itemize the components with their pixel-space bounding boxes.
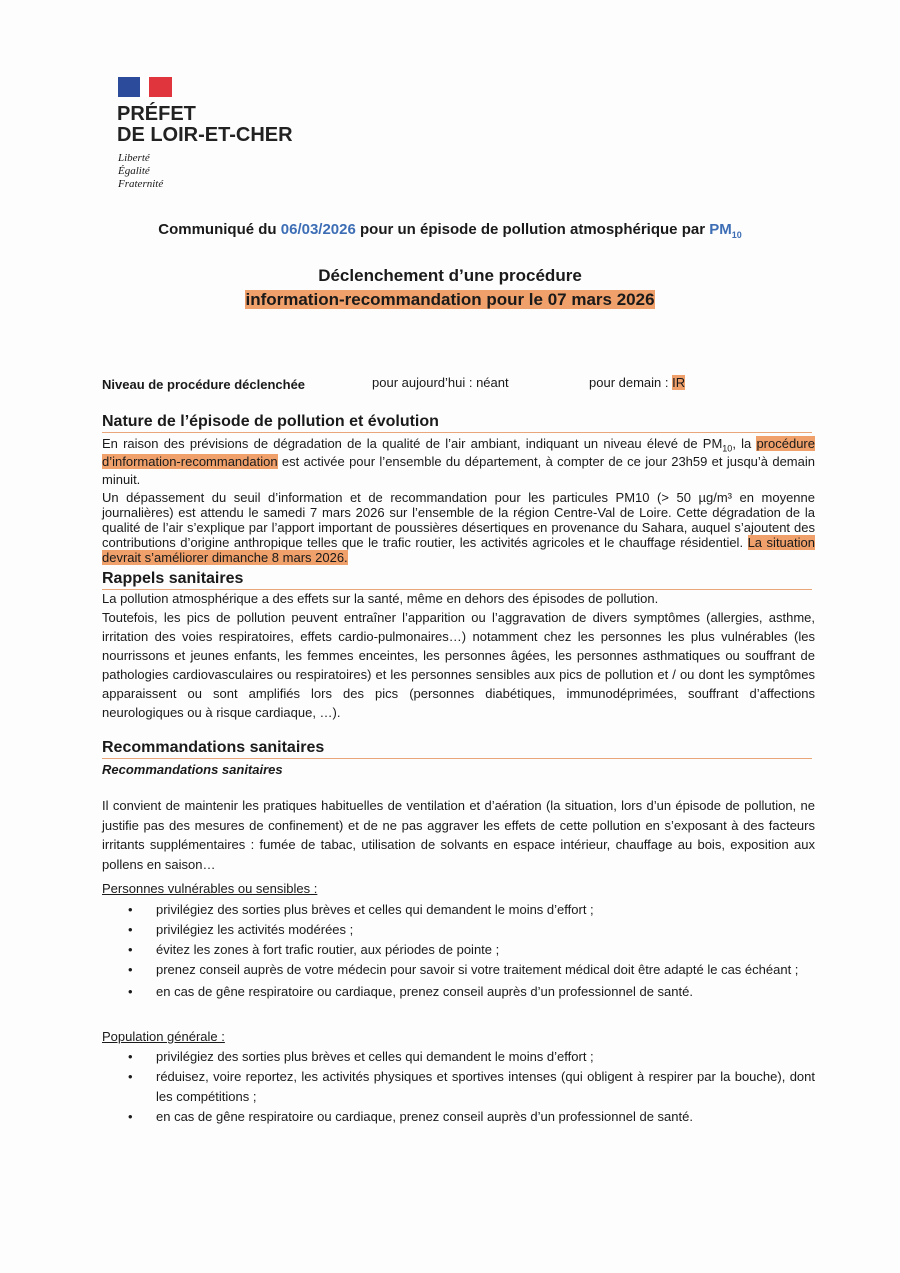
french-flag-logo (118, 77, 172, 97)
recos-paragraph: Il convient de maintenir les pratiques habituelles de ventilation et d’aération (la situation, lors d’un épisode de pollution, ne justifie pas des mesures de confinement) et de ne pas aggraver les effets de cette pollution en s’exposant à des facteurs irritants supplémentaires : fumée de tabac, utilisation de solvants en espace intérieur, chauffage au bois, exposition aux pollens en saison… (102, 798, 815, 872)
communique-prefix: Communiqué du (158, 221, 277, 238)
nature-paragraph-2 (102, 490, 815, 565)
list-item: • privilégiez les activités modérées ; (102, 920, 815, 940)
level-label: Niveau de procédure déclenchée (102, 377, 306, 392)
pollutant (709, 221, 742, 238)
devise-1: Liberté (118, 152, 150, 164)
list-item: • privilégiez des sorties plus brèves et celles qui demandent le moins d’effort ; (102, 900, 815, 920)
text: En raison des prévisions de dégradation de la qualité de l’air ambiant, indiquant un niveau élevé de PM (102, 436, 723, 451)
list-item: • évitez les zones à fort trafic routier, aux périodes de pointe ; (102, 940, 815, 960)
nature-section-body (102, 435, 815, 565)
general-list (102, 1047, 815, 1127)
title-line2-wrap (0, 290, 900, 310)
title-line2: information-recommandation pour le 07 mars 2026 (245, 290, 655, 309)
prefecture-name (117, 104, 293, 146)
highlight: La situation devrait s’améliorer dimanche 8 mars 2026. (102, 535, 815, 565)
nature-paragraph-1 (102, 435, 815, 489)
recos-heading: Recommandations sanitaires (102, 739, 812, 759)
org-line1: PRÉFET (117, 103, 196, 125)
communique-date: 06/03/2026 (280, 221, 356, 238)
communique-middle: pour un épisode de pollution atmosphérique par (360, 221, 706, 238)
highlight: procédure d’information-recommandation (102, 436, 815, 469)
vulnerable-list (102, 900, 815, 1002)
text: Un dépassement du seuil d’information et de recommandation pour les particules PM10 (> 50 µg/m³ en moyenne journalières) est attendu le samedi 7 mars 2026 sur l’ensemble de la région Centre-Val de Loire. Cette dégradation de la qualité de l’air s’explique par l’apport important de poussières désertiques en provenance du Sahara, auquel s’ajoutent des contributions d’origine anthropique telles que le trafic routier, les activités agricoles et le chauffage résidentiel. (102, 490, 815, 550)
recos-subheading: Recommandations sanitaires (102, 762, 283, 777)
list-item: • réduisez, voire reportez, les activités physiques et sportives intenses (qui obligent à respirer par la bouche), dont les compétitions ; (102, 1067, 815, 1107)
devise-2: Égalité (118, 165, 150, 177)
org-line2: DE LOIR-ET-CHER (117, 124, 293, 146)
list-item: • privilégiez des sorties plus brèves et celles qui demandent le moins d’effort ; (102, 1047, 815, 1067)
devise (118, 152, 163, 191)
list-item: • en cas de gêne respiratoire ou cardiaque, prenez conseil auprès d’un professionnel de santé. (102, 1107, 815, 1127)
rappels-paragraph-2: Toutefois, les pics de pollution peuvent entraîner l’apparition ou l’aggravation de divers symptômes (allergies, asthme, irritation des voies respiratoires, effets cardio-pulmonaires…) notamment chez les personnes les plus vulnérables (les nourrissons et jeunes enfants, les femmes enceintes, les personnes âgées, les personnes asthmatiques ou souffrant de pathologies cardiovasculaires ou respiratoires) et les personnes sensibles aux pics de pollution et / ou dont les symptômes apparaissent ou sont amplifiés lors des pics (personnes diabétiques, immunodéprimées, souffrant d’affections neurologiques ou à risque cardiaque, …). (102, 610, 815, 720)
list-item: • en cas de gêne respiratoire ou cardiaque, prenez conseil auprès d’un professionnel de santé. (102, 982, 815, 1002)
general-label: Population générale : (102, 1029, 225, 1044)
vulnerable-label: Personnes vulnérables ou sensibles : (102, 881, 318, 896)
list-item: • prenez conseil auprès de votre médecin pour savoir si votre traitement médical doit être adapté le cas échéant ; (102, 960, 815, 980)
tomorrow-label: pour demain : (589, 375, 669, 390)
text-sub: 10 (722, 443, 733, 454)
title-line1: Déclenchement d’une procédure (318, 266, 582, 285)
rappels-section-body (102, 590, 815, 722)
communique-line (0, 221, 900, 238)
rappels-paragraph-1: La pollution atmosphérique a des effets sur la santé, même en dehors des épisodes de pollution. (102, 591, 659, 606)
level-today: pour aujourd’hui : néant (372, 375, 509, 390)
pollutant-name: PM (709, 221, 732, 238)
devise-3: Fraternité (118, 178, 164, 190)
text: est activée pour l’ensemble du département, à compter de ce jour 23h59 et jusqu’à demain minuit. (102, 454, 815, 487)
nature-heading: Nature de l’épisode de pollution et évolution (102, 413, 812, 433)
tomorrow-value: IR (672, 375, 686, 390)
rappels-heading: Rappels sanitaires (102, 570, 812, 590)
text: , la (732, 436, 752, 451)
pollutant-sub: 10 (731, 230, 742, 240)
level-tomorrow (589, 375, 685, 390)
